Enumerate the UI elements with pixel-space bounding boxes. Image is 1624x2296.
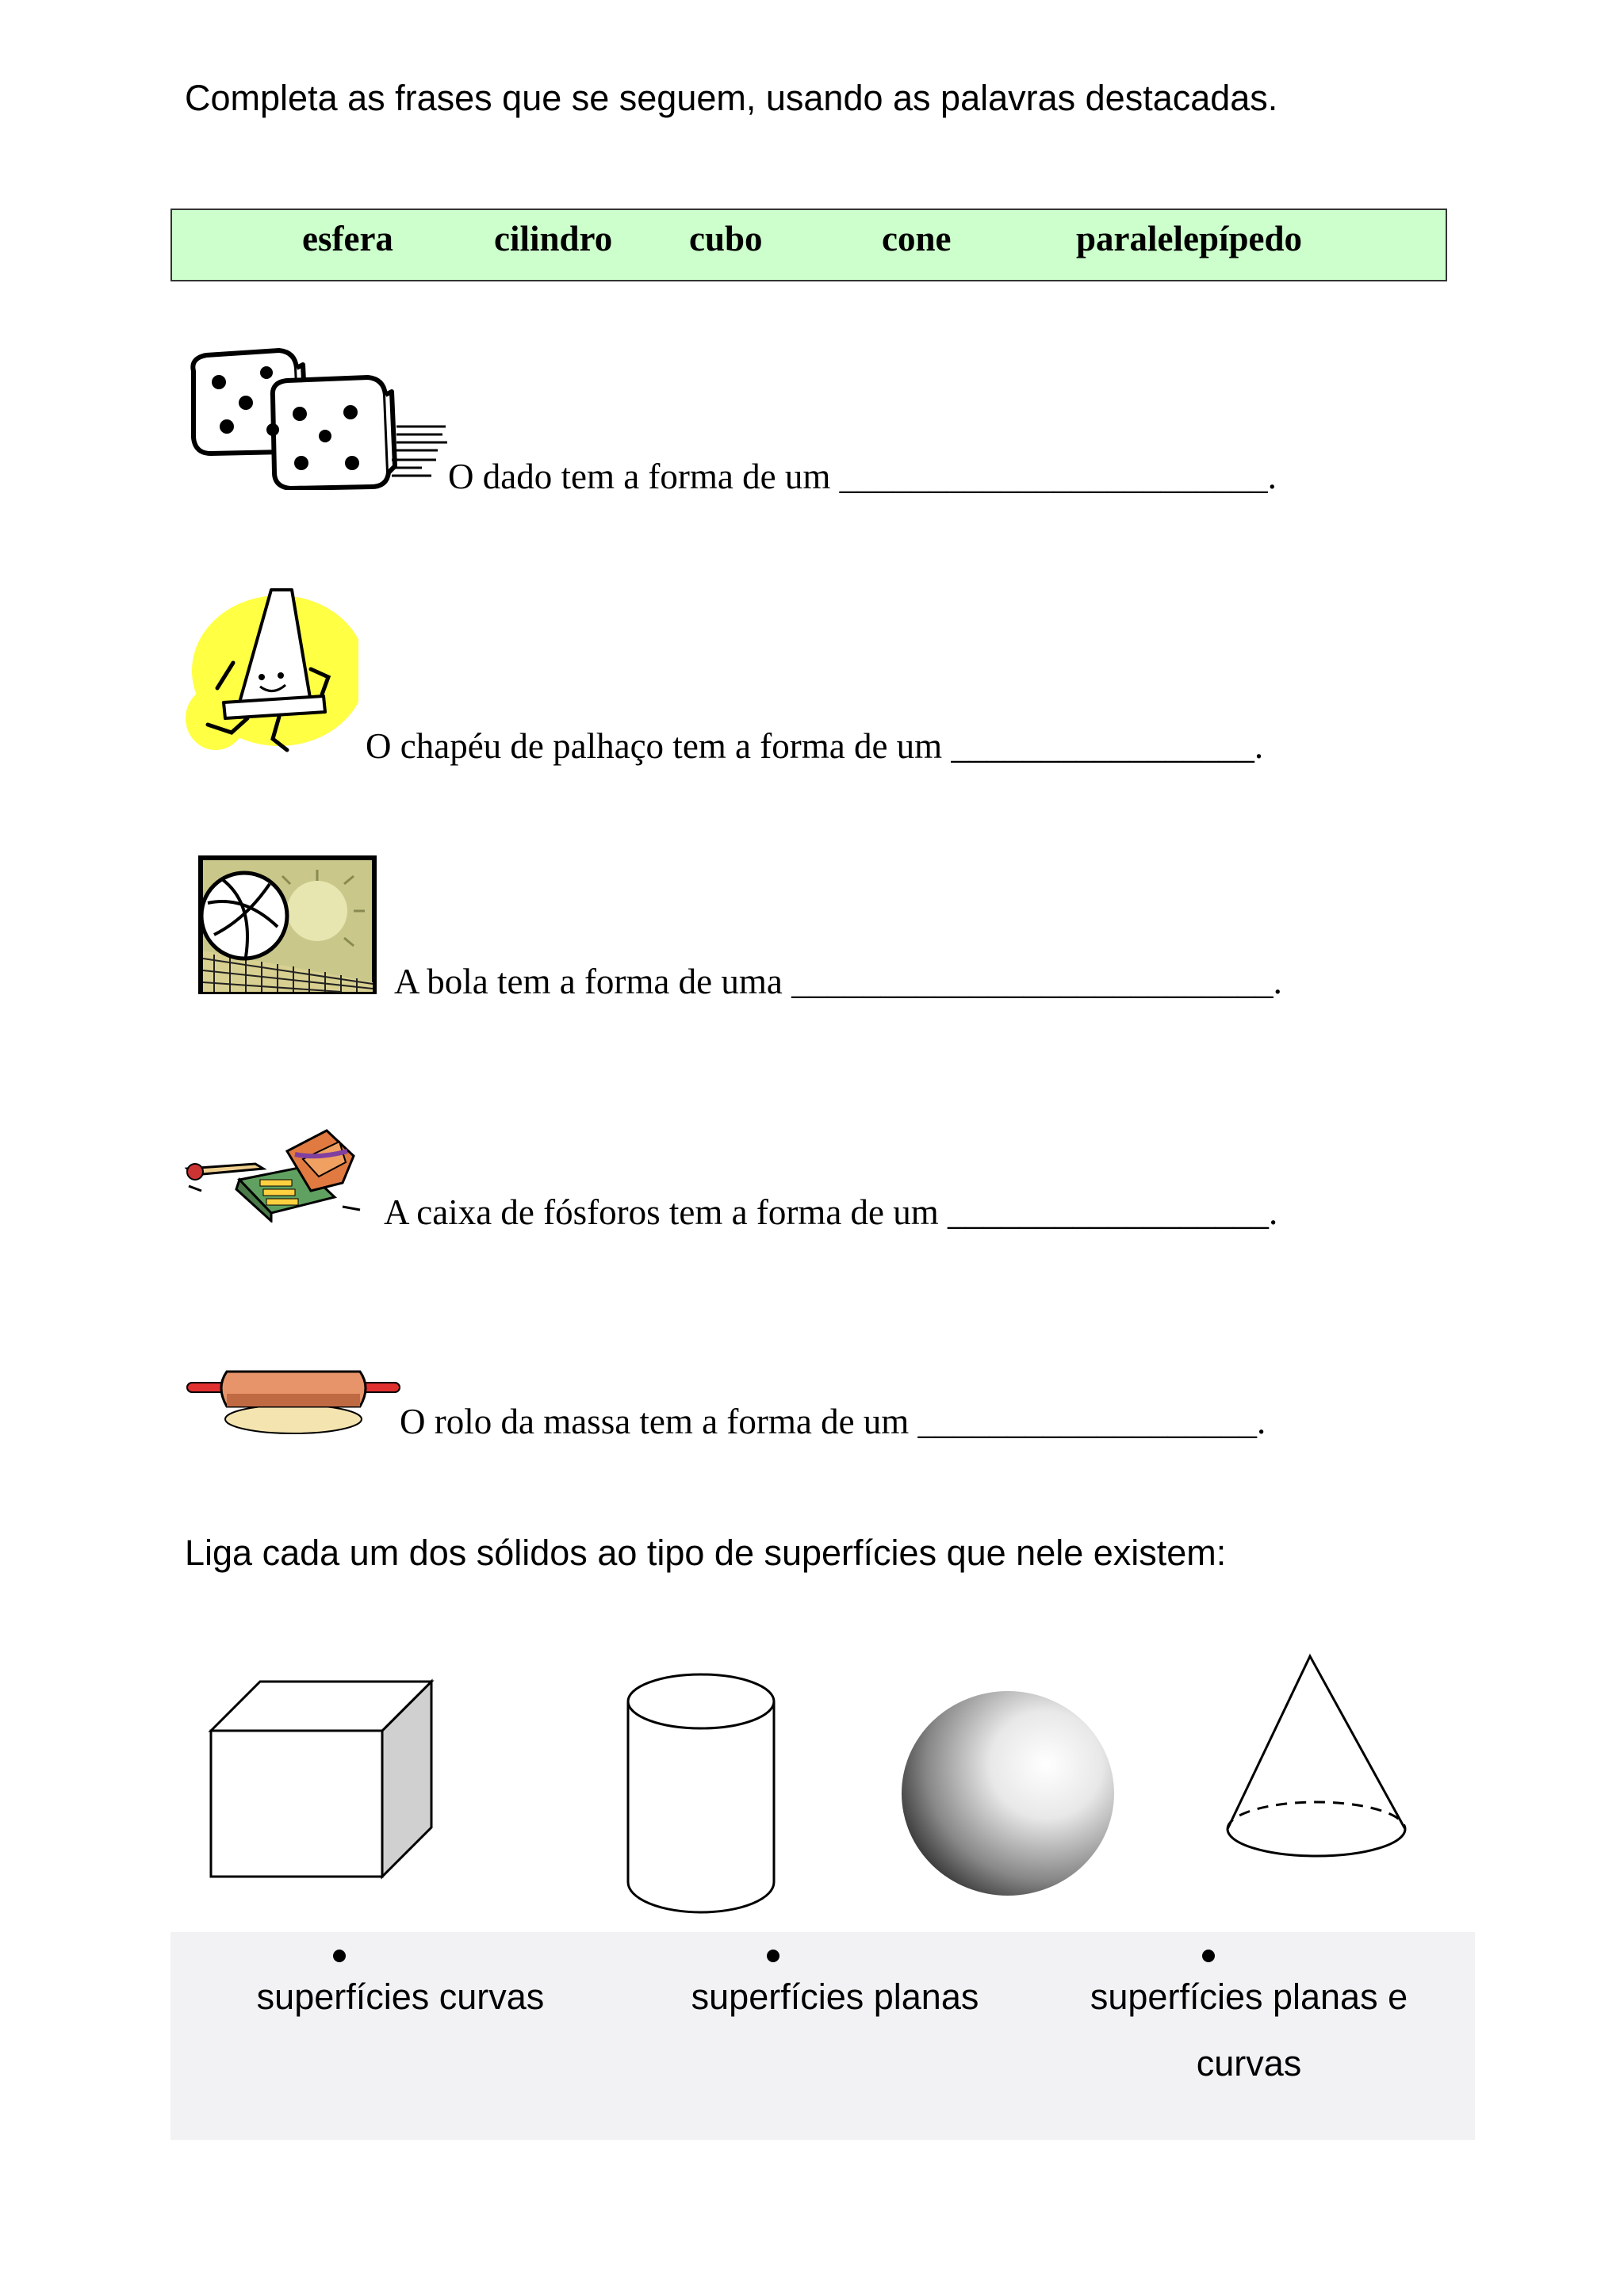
connection-dot[interactable] [767,1950,779,1962]
exercise1-instruction: Completa as frases que se seguem, usando as palavras destacadas. [185,78,1278,118]
word-bank-item: cubo [689,219,763,258]
option-curved-surfaces: superfícies curvas [256,1976,545,2017]
connection-dot[interactable] [1202,1950,1215,1962]
rolling-pin-icon [184,1354,402,1437]
volleyball-icon [198,855,377,994]
word-bank [170,209,1447,281]
sentence-volleyball: A bola tem a forma de uma ___________________________. [394,962,1282,1001]
sentence-party-hat: O chapéu de palhaço tem a forma de um _________________. [366,726,1264,766]
sentence-dice: O dado tem a forma de um ________________________. [448,457,1277,496]
word-bank-item: paralelepípedo [1076,219,1303,258]
option-flat-and-curved-surfaces: superfícies planas e curvas [1090,1976,1408,2084]
exercise2-instruction: Liga cada um dos sólidos ao tipo de superfícies que nele existem: [185,1533,1227,1573]
sphere-icon [898,1687,1118,1900]
matchbox-icon [184,1127,363,1223]
word-bank-item: cone [882,219,952,258]
option-flat-surfaces: superfícies planas [691,1976,979,2017]
word-bank-item: esfera [302,219,393,258]
cone-icon [1224,1653,1408,1871]
word-bank-item: cilindro [494,219,613,258]
party-hat-icon [184,584,358,760]
connection-dot[interactable] [333,1950,346,1962]
cylinder-icon [625,1671,777,1915]
dice-icon [184,347,450,490]
surface-options-panel [170,1932,1475,2140]
sentence-matchbox: A caixa de fósforos tem a forma de um __________________. [384,1192,1278,1232]
cube-icon [206,1677,436,1883]
sentence-rolling-pin: O rolo da massa tem a forma de um ___________________. [400,1402,1266,1441]
